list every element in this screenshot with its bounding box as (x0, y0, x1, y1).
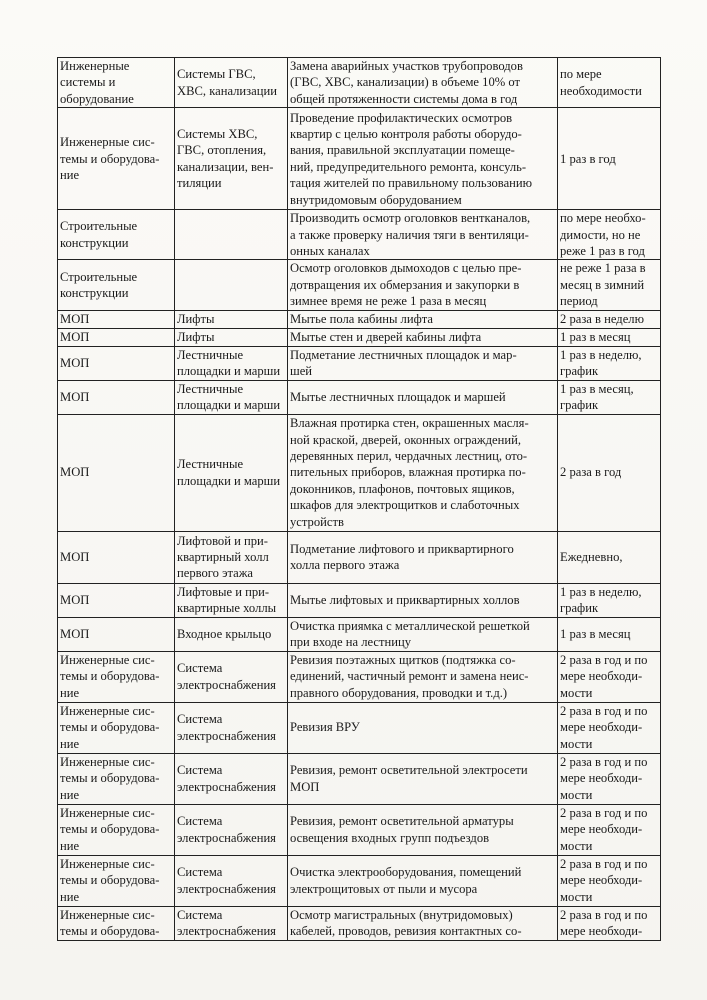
period-cell: не реже 1 раза в месяц в зимний период (558, 260, 661, 310)
work-cell: Осмотр оголовков дымоходов с целью пре- дотвращения их обмерзания и закупорки в зимнее время не реже 1 раза в месяц (288, 260, 558, 310)
object-cell (175, 210, 288, 260)
period-cell: 2 раза в год и по мере необходи- мости (558, 753, 661, 804)
table-row (58, 328, 661, 346)
object-cell: Системы ХВС, ГВС, отопления, канализации, вен- тиляции (175, 108, 288, 210)
table-row (58, 380, 661, 414)
work-cell: Мытье лестничных площадок и маршей (288, 380, 558, 414)
period-cell: 1 раз в год (558, 108, 661, 210)
category-cell: Инженерные системы и оборудование (58, 58, 175, 108)
work-cell: Осмотр магистральных (внутридомовых) кабелей, проводов, ревизия контактных со- (288, 906, 558, 940)
category-cell: МОП (58, 328, 175, 346)
period-cell: 1 раз в месяц (558, 328, 661, 346)
table-row (58, 414, 661, 531)
object-cell: Система электроснабжения (175, 855, 288, 906)
category-cell: МОП (58, 414, 175, 531)
category-cell: МОП (58, 380, 175, 414)
table-row (58, 855, 661, 906)
work-cell: Ревизия, ремонт осветительной электросети МОП (288, 753, 558, 804)
table-row (58, 108, 661, 210)
work-cell: Очистка приямка с металлической решеткой при входе на лестницу (288, 617, 558, 651)
object-cell: Лестничные площадки и марши (175, 414, 288, 531)
category-cell: Строительные конструкции (58, 260, 175, 310)
period-cell: 2 раза в неделю (558, 310, 661, 328)
category-cell: Инженерные сис- темы и оборудова- ние (58, 651, 175, 702)
period-cell: 2 раза в год и по мере необходи- мости (558, 855, 661, 906)
object-cell: Лестничные площадки и марши (175, 380, 288, 414)
category-cell: Строительные конструкции (58, 210, 175, 260)
object-cell: Лифтовые и при- квартирные холлы (175, 583, 288, 617)
period-cell: 2 раза в год и по мере необходи- мости (558, 651, 661, 702)
works-schedule-table (57, 57, 661, 941)
work-cell: Влажная протирка стен, окрашенных масля- ной краской, дверей, оконных ограждений, деревянных перил, чердачных лестниц, ото- пительных приборов, влажная протирка по- доконников, плафонов, почтовых ящиков, шкафов для электрощитков и слаботочных устройств (288, 414, 558, 531)
object-cell: Система электроснабжения (175, 804, 288, 855)
work-cell: Ревизия поэтажных щитков (подтяжка со- единений, частичный ремонт и замена неис- правного оборудования, проводки и т.д.) (288, 651, 558, 702)
object-cell: Лифты (175, 328, 288, 346)
category-cell: МОП (58, 617, 175, 651)
work-cell: Очистка электрооборудования, помещений электрощитовых от пыли и мусора (288, 855, 558, 906)
period-cell: 1 раз в месяц, график (558, 380, 661, 414)
table-row (58, 260, 661, 310)
object-cell: Лифтовой и при- квартирный холл первого этажа (175, 531, 288, 583)
category-cell: Инженерные сис- темы и оборудова- ние (58, 753, 175, 804)
object-cell: Система электроснабжения (175, 702, 288, 753)
period-cell: 2 раза в год и по мере необходи- мости (558, 804, 661, 855)
object-cell: Система электроснабжения (175, 906, 288, 940)
category-cell: МОП (58, 310, 175, 328)
work-cell: Производить осмотр оголовков вентканалов, а также проверку наличия тяги в вентиляци- онных каналах (288, 210, 558, 260)
work-cell: Мытье лифтовых и приквартирных холлов (288, 583, 558, 617)
category-cell: Инженерные сис- темы и оборудова- ние (58, 804, 175, 855)
table-row (58, 804, 661, 855)
work-cell: Подметание лифтового и приквартирного холла первого этажа (288, 531, 558, 583)
period-cell: 2 раза в год (558, 414, 661, 531)
object-cell: Система электроснабжения (175, 651, 288, 702)
table-row (58, 906, 661, 940)
period-cell: 1 раз в неделю, график (558, 346, 661, 380)
category-cell: Инженерные сис- темы и оборудова- ние (58, 702, 175, 753)
category-cell: МОП (58, 583, 175, 617)
category-cell: Инженерные сис- темы и оборудова- (58, 906, 175, 940)
works-table-body (58, 58, 661, 941)
table-row (58, 346, 661, 380)
category-cell: Инженерные сис- темы и оборудова- ние (58, 108, 175, 210)
table-row (58, 583, 661, 617)
table-row (58, 58, 661, 108)
table-row (58, 651, 661, 702)
period-cell: 1 раз в месяц (558, 617, 661, 651)
object-cell: Лифты (175, 310, 288, 328)
period-cell: 2 раза в год и по мере необходи- мости (558, 702, 661, 753)
table-row (58, 310, 661, 328)
object-cell: Входное крыльцо (175, 617, 288, 651)
object-cell: Системы ГВС, ХВС, канализации (175, 58, 288, 108)
table-row (58, 753, 661, 804)
table-row (58, 210, 661, 260)
period-cell: 1 раз в неделю, график (558, 583, 661, 617)
object-cell: Система электроснабжения (175, 753, 288, 804)
category-cell: Инженерные сис- темы и оборудова- ние (58, 855, 175, 906)
work-cell: Мытье пола кабины лифта (288, 310, 558, 328)
table-row (58, 617, 661, 651)
object-cell: Лестничные площадки и марши (175, 346, 288, 380)
work-cell: Ревизия ВРУ (288, 702, 558, 753)
category-cell: МОП (58, 346, 175, 380)
work-cell: Проведение профилактических осмотров квартир с целью контроля работы оборудо- вания, правильной эксплуатации помеще- ний, предупредительного ремонта, консуль- тация жителей по правильному пользованию внутридомовым оборудованием (288, 108, 558, 210)
work-cell: Мытье стен и дверей кабины лифта (288, 328, 558, 346)
work-cell: Ревизия, ремонт осветительной арматуры освещения входных групп подъездов (288, 804, 558, 855)
period-cell: 2 раза в год и по мере необходи- (558, 906, 661, 940)
category-cell: МОП (58, 531, 175, 583)
period-cell: по мере необходимости (558, 58, 661, 108)
table-row (58, 531, 661, 583)
work-cell: Замена аварийных участков трубопроводов (ГВС, ХВС, канализации) в объеме 10% от общей протяженности системы дома в год (288, 58, 558, 108)
period-cell: по мере необхо- димости, но не реже 1 раз в год (558, 210, 661, 260)
table-row (58, 702, 661, 753)
period-cell: Ежедневно, (558, 531, 661, 583)
work-cell: Подметание лестничных площадок и мар- шей (288, 346, 558, 380)
object-cell (175, 260, 288, 310)
